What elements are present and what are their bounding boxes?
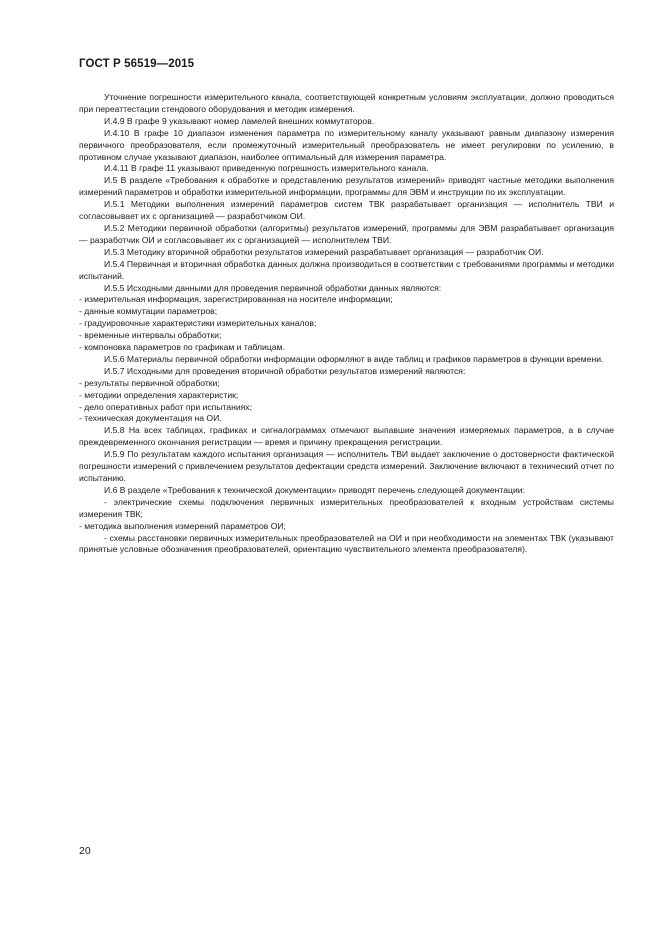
paragraph-i-5-7: И.5.7 Исходными для проведения вторичной обработки результатов измерений являются: bbox=[104, 365, 466, 376]
list-item: - градуировочные характеристики измерительных каналов; bbox=[79, 318, 317, 329]
paragraph-i-6: И.6 В разделе «Требования к технической документации» приводят перечень следующей документации: bbox=[104, 484, 525, 495]
paragraph-i-5-2: И.5.2 Методики первичной обработки (алгоритмы) результатов измерений, программы для ЭВМ разрабатывает организация — разработчик ОИ и согласовывает их с организацией — исполнителем ТВИ. bbox=[79, 222, 614, 245]
paragraph-i-5-1: И.5.1 Методики выполнения измерений параметров систем ТВК разрабатывает организация — исполнитель ТВИ и согласовывает их с организацией — разработчиком ОИ. bbox=[79, 199, 614, 222]
page-number: 20 bbox=[79, 845, 91, 857]
paragraph-i-4-10: И.4.10 В графе 10 диапазон изменения параметра по измерительному каналу указывают равным диапазону измерения первичного преобразователя, если промежуточный измерительный преобразователь не имеет регулировки по усилению, в противном случае указывают диапазон, наиболее оптимальный для измерения параметра. bbox=[79, 127, 614, 162]
list-item: - данные коммутации параметров; bbox=[79, 306, 218, 317]
paragraph-intro: Уточнение погрешности измерительного канала, соответствующей конкретным условиям эксплуатации, должно проводиться при переаттестации стендового оборудования и методик измерения. bbox=[79, 92, 614, 114]
list-item: - результаты первичной обработки; bbox=[79, 377, 220, 388]
list-item: - измерительная информация, зарегистрированная на носителе информации; bbox=[79, 294, 393, 305]
list-item: - методика выполнения измерений параметров ОИ; bbox=[79, 520, 286, 531]
paragraph-i-5-5: И.5.5 Исходными данными для проведения первичной обработки данных являются: bbox=[104, 282, 442, 293]
list-item: - компоновка параметров по графикам и таблицам. bbox=[79, 342, 285, 353]
paragraph-i-4-11: И.4.11 В графе 11 указывают приведенную погрешность измерительного канала. bbox=[104, 163, 429, 174]
list-item: - схемы расстановки первичных измерительных преобразователей на ОИ и при необходимости на элементах ТВК (указывают принятые условные обозначения преобразователей, ориентацию чувствительного элемента преобразователя). bbox=[79, 532, 614, 555]
paragraph-i-5-6: И.5.6 Материалы первичной обработки информации оформляют в виде таблиц и графиков параметров в функции времени. bbox=[104, 353, 604, 364]
list-item: - электрические схемы подключения первичных измерительных преобразователей к входным устройствам системы измерения ТВК; bbox=[79, 496, 614, 519]
paragraph-i-5-9: И.5.9 По результатам каждого испытания организация — исполнитель ТВИ выдает заключение о достоверности фактической погрешности измерений с привлечением результатов дефектации средств измерений. Заключение включают в технический отчет по испытанию. bbox=[79, 449, 614, 483]
paragraph-i-5-3: И.5.3 Методику вторичной обработки результатов измерений разрабатывает организация — разработчик ОИ. bbox=[104, 246, 544, 257]
list-item: - методики определения характеристик; bbox=[79, 389, 239, 400]
list-item: - временные интервалы обработки; bbox=[79, 330, 222, 341]
paragraph-i-4-9: И.4.9 В графе 9 указывают номер ламелей внешних коммутаторов. bbox=[104, 115, 375, 126]
paragraph-i-5-8: И.5.8 На всех таблицах, графиках и сигналограммах отмечают выпавшие значения измеряемых параметров, а в случае преждевременного окончания регистрации — время и причину прекращения регистрации. bbox=[79, 425, 614, 448]
list-item: - дело оперативных работ при испытаниях; bbox=[79, 401, 252, 412]
paragraph-i-5-4: И.5.4 Первичная и вторичная обработка данных должна производиться в соответствии с требованиями программы и методики испытаний. bbox=[79, 258, 614, 281]
list-item: - техническая документация на ОИ. bbox=[79, 413, 222, 424]
standard-designation: ГОСТ Р 56519—2015 bbox=[79, 58, 195, 70]
paragraph-i-5: И.5 В разделе «Требования к обработке и представлению результатов измерений» приводят частные методики выполнения измерений параметров и обработки измерительной информации, программы для ЭВМ и инструкции по их эксплуатации. bbox=[79, 175, 614, 198]
document-body bbox=[79, 92, 614, 556]
